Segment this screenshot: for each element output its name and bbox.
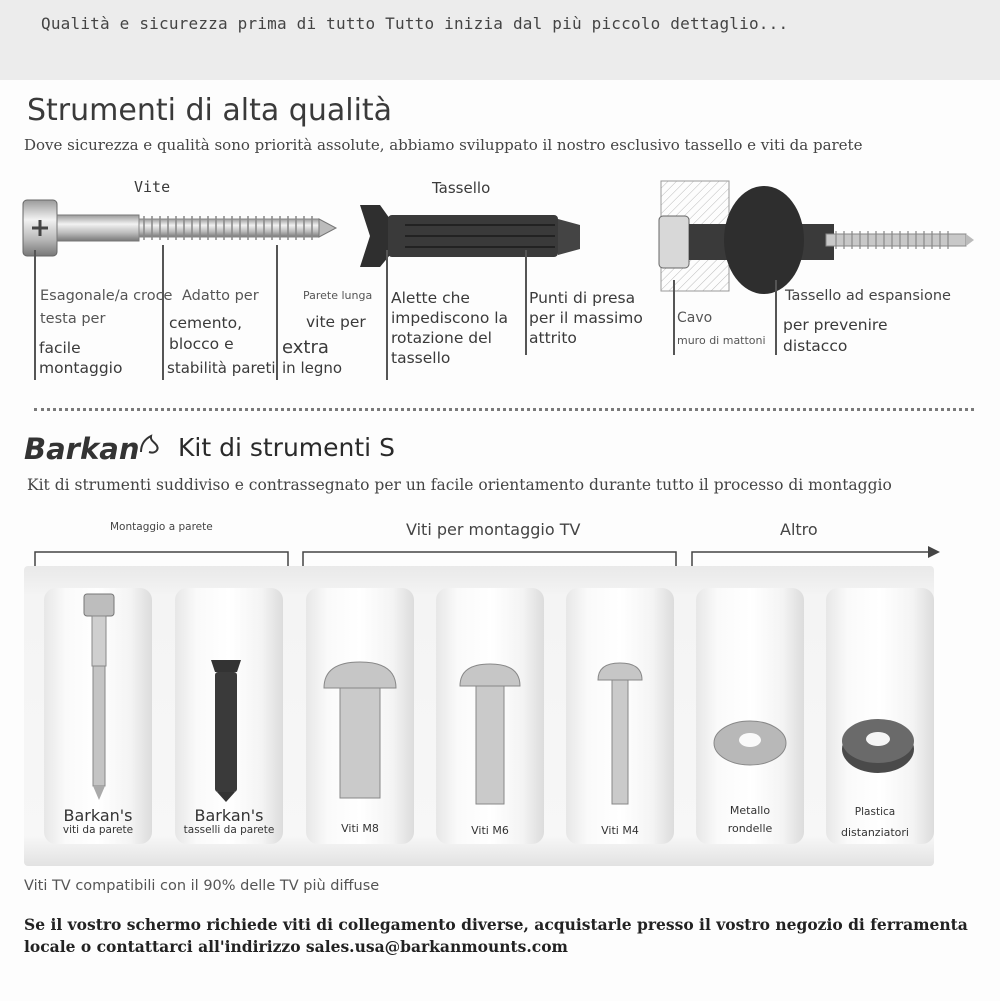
kit-item-plastic-spacers (816, 568, 934, 864)
callout-parete-lunga: Parete lunga (303, 289, 373, 302)
screw-illustration (20, 195, 340, 265)
callout-stabilita: stabilità pareti (167, 359, 276, 377)
callout-alette: Alette che impediscono la rotazione del tassello (391, 289, 509, 367)
kit-subtitle: Kit di strumenti suddiviso e contrassegnato per un facile orientamento durante tutto il processo di montaggio (27, 476, 892, 494)
callout-muro: muro di mattoni (677, 334, 766, 347)
kit-item-label: rondelle (727, 822, 773, 835)
section-subtitle: Dove sicurezza e qualità sono priorità assolute, abbiamo sviluppato il nostro esclusivo tassello e viti da parete (24, 136, 863, 154)
callout-facile: facile (39, 339, 81, 357)
callout-adatto: Adatto per (182, 288, 259, 304)
callout-line (775, 280, 777, 355)
callout-cavo: Cavo (677, 310, 713, 326)
callout-line (276, 245, 278, 380)
top-banner (0, 0, 1000, 80)
callout-in-legno: in legno (282, 359, 343, 377)
group-label-tv: Viti per montaggio TV (406, 520, 581, 539)
section-title: Strumenti di alta qualità (27, 93, 393, 128)
kit-item-label: tasselli da parete (183, 824, 275, 836)
callout-extra: extra (282, 337, 329, 358)
contact-note: Se il vostro schermo richiede viti di collegamento diverse, acquistarle presso il vostro negozio di ferramenta locale o contattarci all'indirizzo sales.usa@barkanmounts.com (24, 915, 968, 956)
callout-vite-per: vite per (306, 313, 366, 331)
wall-cross-section-illustration (656, 176, 976, 296)
group-label-other: Altro (780, 520, 818, 539)
callout-line (386, 250, 388, 380)
vite-label: Vite (134, 178, 171, 196)
kit-item-m4-screws (556, 568, 684, 864)
anchor-illustration (360, 205, 585, 269)
callout-tassello-esp: Tassello ad espansione (785, 288, 951, 304)
kit-item-title: Metallo (729, 804, 771, 817)
tassello-label: Tassello (432, 179, 491, 197)
callout-line (34, 250, 36, 380)
callout-punti: Punti di presa per il massimo attrito (529, 289, 643, 347)
wall-anchor-icon (209, 658, 243, 803)
kit-item-title: Barkan's (63, 806, 133, 825)
wall-screw-icon (82, 592, 116, 802)
metal-washer-icon (710, 713, 790, 773)
brand-logo: Barkan (24, 432, 140, 466)
kit-item-title: Plastica (854, 806, 896, 818)
callout-line (525, 250, 527, 355)
callout-cemento: cemento, (169, 314, 243, 332)
m8-screw-icon (320, 658, 400, 808)
kit-title: Kit di strumenti S (178, 433, 395, 462)
compatibility-note: Viti TV compatibili con il 90% delle TV più diffuse (24, 878, 380, 894)
callout-prevenire: per prevenire distacco (783, 316, 888, 355)
callout-blocco: blocco e (169, 335, 234, 353)
m4-screw-icon (596, 660, 644, 810)
callout-line (673, 280, 675, 355)
tagline: Qualità e sicurezza prima di tutto Tutto inizia dal più piccolo dettaglio... (41, 14, 789, 33)
plastic-spacer-icon (838, 713, 918, 779)
kit-item-label: Viti M8 (341, 822, 379, 835)
kit-item-m8-screws (296, 568, 424, 864)
brand-logo-mark (137, 432, 161, 456)
kit-item-wall-screws (34, 568, 162, 864)
kit-item-label: viti da parete (62, 824, 134, 836)
kit-item-label: Viti M6 (471, 824, 509, 837)
callout-esagonale: Esagonale/a croce (40, 288, 173, 304)
kit-item-m6-screws (426, 568, 554, 864)
kit-item-label: Viti M4 (601, 824, 639, 837)
callout-line (162, 245, 164, 380)
m6-screw-icon (458, 660, 522, 810)
kit-item-metal-washers (686, 568, 814, 864)
kit-item-title: Barkan's (194, 806, 264, 825)
dotted-divider (34, 408, 974, 411)
callout-montaggio: montaggio (39, 359, 123, 377)
kit-item-label: distanziatori (841, 826, 909, 839)
kit-item-wall-anchors (165, 568, 293, 864)
group-label-wall: Montaggio a parete (110, 521, 213, 533)
callout-testa-per: testa per (40, 311, 106, 327)
